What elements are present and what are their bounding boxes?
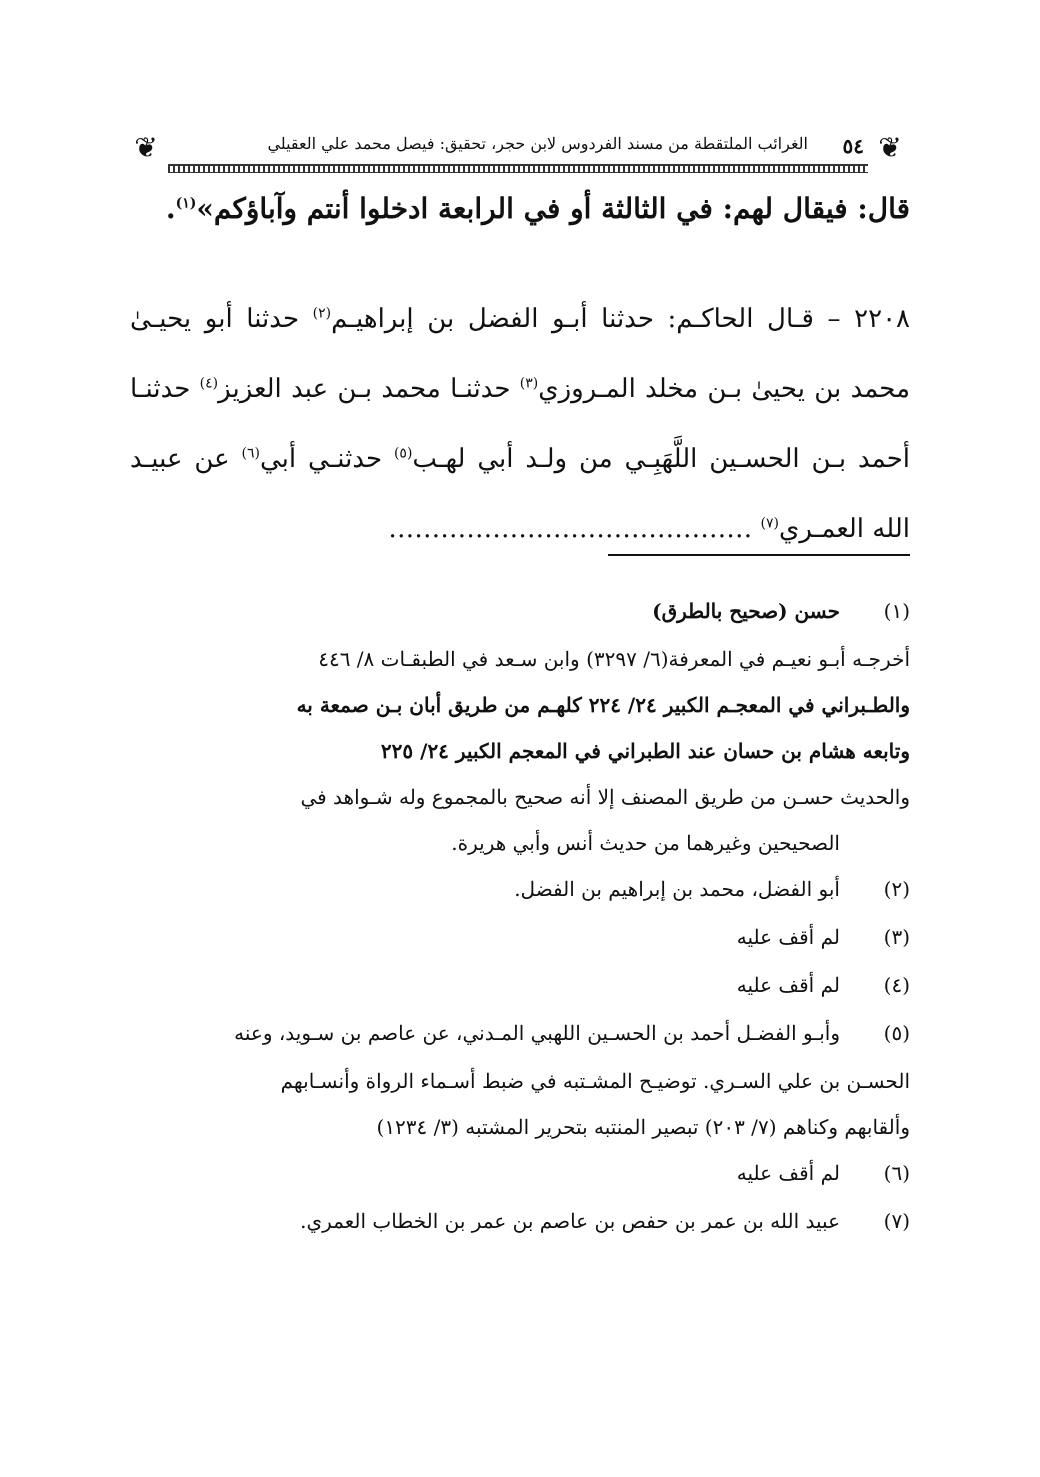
footnote-1-body — [130, 636, 910, 866]
footnote-6 — [130, 1150, 910, 1196]
footnote-5 — [130, 1010, 910, 1056]
footnote-ref-1[interactable]: (١) — [175, 195, 197, 212]
opening-line-text: قال: فيقال لهم: في الثالثة أو في الرابعة ادخلوا أنتم وآباؤكم» — [196, 192, 910, 225]
footnote-text: عبيد الله بن عمر بن حفص بن عاصم بن عمر بن الخطاب العمري. — [300, 1209, 840, 1233]
footnote-ref-4[interactable]: (٤) — [199, 375, 219, 392]
footnote-number: (٢) — [883, 877, 910, 901]
footnote-5-line: وألقابهم وكناهم (٧/ ٢٠٣) تبصير المنتبه بتحرير المشتبه (٣/ ١٢٣٤) — [376, 1115, 910, 1139]
footnote-number: (٥) — [883, 1021, 910, 1045]
footnote-text: وأبـو الفضـل أحمد بن الحسـين اللهبي المـدني، عن عاصم بن سـويد، وعنه — [234, 1021, 840, 1045]
footnote-ref-3[interactable]: (٣) — [519, 375, 539, 392]
footnotes — [130, 588, 910, 1246]
footnote-ref-2[interactable]: (٢) — [312, 305, 332, 322]
hadith-paragraph — [130, 284, 910, 564]
opening-line — [130, 184, 910, 234]
footnote-5-line: الحسـن بن علي السـري. توضيـح المشـتبه في ضبط أسـماء الرواة وأنسـابهم — [280, 1069, 910, 1093]
footnote-1-line: والطـبراني في المعجـم الكبير ٢٤/ ٢٢٤ كلهـم من طريق أبان بـن صمعة به — [296, 693, 910, 717]
continuation-dots: …………………………………… — [388, 514, 753, 544]
ornament-left-icon: ❦ — [134, 131, 158, 164]
footnote-ref-6[interactable]: (٦) — [241, 445, 260, 462]
footnote-3 — [130, 914, 910, 960]
footnote-number: (٣) — [883, 925, 910, 949]
running-title: الغرائب الملتقطة من مسند الفردوس لابن حجر، تحقيق: فيصل محمد علي العقيلي — [267, 134, 808, 153]
hadith-text-2: حدثنا أبو يحيـىٰ محمد بن يحيىٰ بـن مخلد المـروزي — [130, 304, 910, 404]
hadith-text-3: حدثنـا محمد بـن عبد العزيز — [218, 374, 520, 404]
footnote-grade: حسن (صحيح بالطرق) — [652, 599, 840, 623]
footnote-ref-5[interactable]: (٥) — [393, 445, 413, 462]
footnote-5-body — [130, 1058, 910, 1150]
footnote-number: (٤) — [883, 973, 910, 997]
footnote-2 — [130, 866, 910, 912]
footnote-ref-7[interactable]: (٧) — [760, 515, 779, 532]
footnote-1-line: أخرجـه أبـو نعيـم في المعرفة(٦/ ٣٢٩٧) وابن سـعد في الطبقـات ٨/ ٤٤٦ — [318, 647, 910, 671]
header-rule — [168, 164, 868, 173]
ornament-right-icon: ❦ — [878, 131, 902, 164]
footnote-text: لم أقف عليه — [736, 1161, 840, 1185]
hadith-text-1: ٢٢٠٨ – قـال الحاكـم: حدثنا أبـو الفضل بن إبراهيـم — [331, 304, 911, 334]
page-header — [128, 128, 908, 172]
footnote-text: لم أقف عليه — [736, 973, 840, 997]
footnote-7 — [130, 1198, 910, 1244]
footnote-separator — [608, 554, 910, 556]
footnote-number: (١) — [883, 599, 910, 623]
footnote-number: (٦) — [883, 1161, 910, 1185]
footnote-1-line: الصحيحين وغيرهما من حديث أنس وأبي هريرة. — [451, 831, 840, 855]
footnote-text: أبو الفضل، محمد بن إبراهيم بن الفضل. — [514, 877, 840, 901]
hadith-text-5: حدثنـي أبي — [259, 444, 394, 474]
footnote-1-line: وتابعه هشام بن حسان عند الطبراني في المعجم الكبير ٢٤/ ٢٢٥ — [380, 739, 910, 763]
footnote-4 — [130, 962, 910, 1008]
footnote-text: لم أقف عليه — [736, 925, 840, 949]
page-number: ٥٤ — [842, 134, 864, 158]
footnote-1-line: والحديث حسـن من طريق المصنف إلا أنه صحيح بالمجموع وله شـواهد في — [300, 785, 910, 809]
opening-line-end: . — [165, 192, 176, 225]
hadith-text-4: حدثنـا أحمد بـن الحسـين اللَّهَبِـي من ولـد أبي لهـب — [130, 374, 911, 474]
footnote-number: (٧) — [883, 1209, 910, 1233]
footnote-1 — [130, 588, 910, 634]
hadith-text-6: عن عبيـد الله العمـري — [130, 444, 910, 544]
